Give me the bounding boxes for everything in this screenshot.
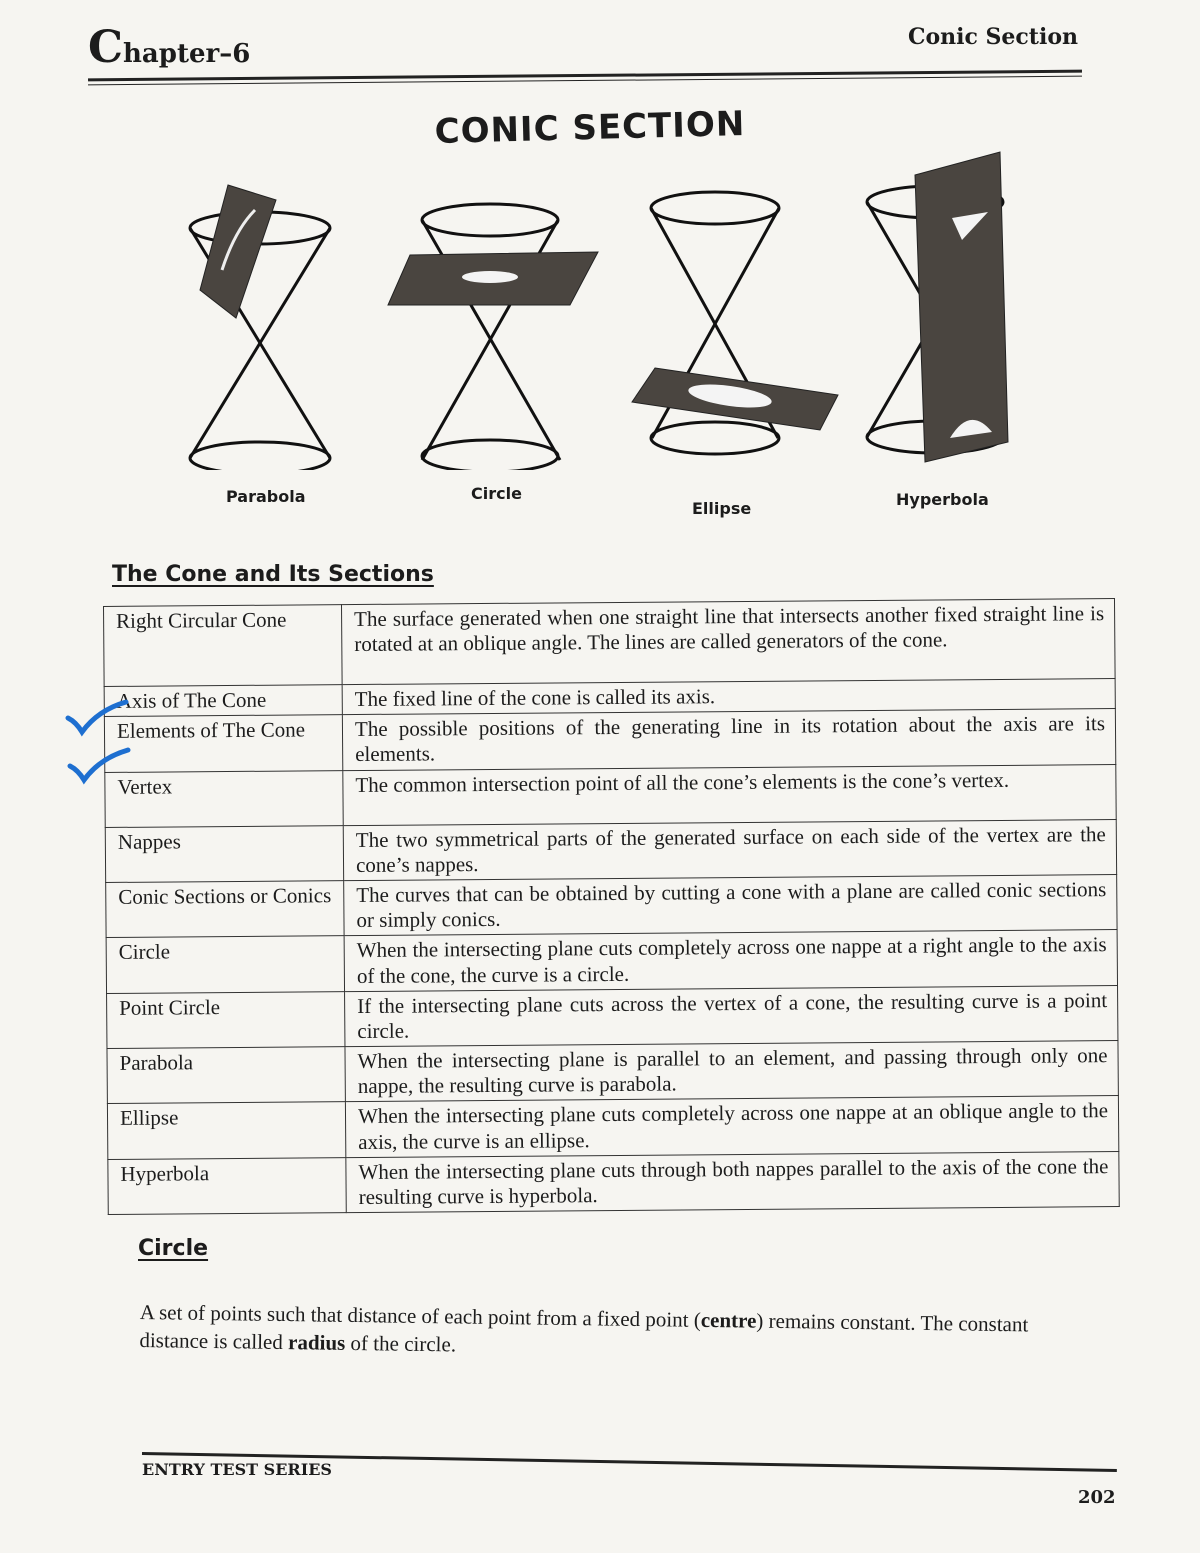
- hyperbola-figure: [867, 152, 1008, 462]
- ellipse-figure: [632, 192, 838, 454]
- term-cell: Hyperbola: [108, 1157, 346, 1214]
- definition-cell: When the intersecting plane cuts completely across one nappe at a right angle to the axis of the cone, the curve is a circle.: [344, 930, 1117, 991]
- definition-cell: If the intersecting plane cuts across the vertex of a cone, the resulting curve is a point circle.: [345, 985, 1118, 1046]
- term-cell: Ellipse: [107, 1102, 345, 1159]
- definition-cell: When the intersecting plane cuts completely across one nappe at an oblique angle to the axis, the curve is an ellipse.: [345, 1096, 1118, 1157]
- cone-sections-illustration: [0, 140, 1200, 470]
- definition-cell: The possible positions of the generating line in its rotation about the axis are its elements.: [342, 709, 1115, 770]
- table-row: [107, 1096, 1118, 1159]
- checkmark-icon: [66, 746, 132, 786]
- footer-series: ENTRY TEST SERIES: [142, 1460, 332, 1479]
- term-cell: Vertex: [105, 770, 343, 827]
- definitions-table: [103, 598, 1120, 1215]
- term-cell: Parabola: [107, 1047, 345, 1104]
- table-row: [105, 764, 1116, 827]
- term-cell: Elements of The Cone: [104, 715, 342, 772]
- table-row: [104, 599, 1116, 687]
- table-row: [105, 819, 1116, 882]
- table-row: [106, 874, 1117, 937]
- table-row: [104, 709, 1115, 772]
- figure-caption-hyperbola: Hyperbola: [896, 490, 989, 509]
- table-row: [106, 930, 1117, 993]
- definition-cell: The curves that can be obtained by cutting a cone with a plane are called conic sections or simply conics.: [344, 874, 1117, 935]
- term-cell: Axis of The Cone: [104, 685, 342, 717]
- term-cell: Circle: [106, 936, 344, 993]
- page-title: CONIC SECTION: [434, 103, 746, 153]
- table-row: [107, 1041, 1118, 1104]
- chapter-label: [88, 22, 250, 73]
- paragraph-text: of the circle.: [345, 1331, 457, 1357]
- table-row: [108, 1151, 1119, 1214]
- definition-cell: The surface generated when one straight line that intersects another fixed straight line is rotated at an oblique angle. The lines are called generators of the cone.: [341, 599, 1115, 685]
- term-cell: Conic Sections or Conics: [106, 881, 344, 938]
- figure-caption-parabola: Parabola: [226, 487, 306, 506]
- figure-caption-ellipse: Ellipse: [692, 499, 752, 518]
- parabola-figure: [190, 185, 330, 470]
- running-title: Conic Section: [907, 24, 1078, 50]
- circle-figure: [388, 204, 598, 470]
- term-cell: Nappes: [105, 825, 343, 882]
- bold-term-radius: radius: [287, 1330, 346, 1356]
- checkmark-icon: [64, 698, 130, 738]
- paragraph-text: ) remains constant. The constant distance is called: [139, 1308, 1029, 1355]
- page-number: 202: [1078, 1487, 1116, 1508]
- table-row: [107, 985, 1118, 1048]
- definition-cell: When the intersecting plane is parallel to an element, and passing through only one nappe, the resulting curve is parabola.: [345, 1041, 1118, 1102]
- paragraph-text: A set of points such that distance of each point from a fixed point (: [139, 1299, 701, 1332]
- chapter-label-rest: hapter–6: [123, 39, 251, 69]
- term-cell: Point Circle: [107, 991, 345, 1048]
- chapter-initial: C: [88, 22, 124, 73]
- definition-cell: When the intersecting plane cuts through both nappes parallel to the axis of the cone the resulting curve is hyperbola.: [346, 1151, 1119, 1212]
- section-heading-cone: The Cone and Its Sections: [112, 562, 434, 587]
- definition-cell: The two symmetrical parts of the generated surface on each side of the vertex are the cone’s nappes.: [343, 819, 1116, 880]
- bold-term-centre: centre: [700, 1307, 757, 1333]
- circle-definition-paragraph: [139, 1298, 1080, 1368]
- definition-cell: The common intersection point of all the cone’s elements is the cone’s vertex.: [343, 764, 1116, 825]
- figure-caption-circle: Circle: [471, 484, 522, 503]
- definition-cell: The fixed line of the cone is called its axis.: [342, 679, 1115, 715]
- section-heading-circle: Circle: [138, 1236, 209, 1261]
- term-cell: Right Circular Cone: [104, 605, 343, 687]
